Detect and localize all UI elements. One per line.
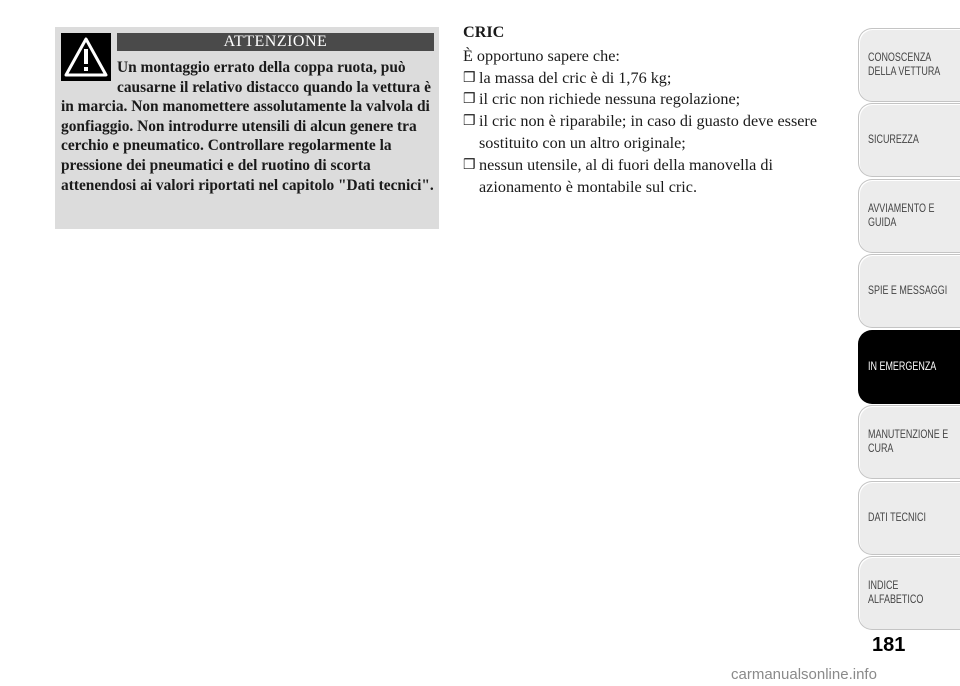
chapter-tabs [858, 28, 960, 632]
tab-conoscenza-della-vettura[interactable] [858, 28, 960, 102]
tab-sicurezza[interactable] [858, 103, 960, 177]
list-item-text: nessun utensile, al di fuori della manovella di azionamento è montabile sul cric. [479, 155, 773, 196]
list-item [463, 89, 843, 111]
list-item-text: il cric non è riparabile; in caso di guasto deve essere sostituito con un altro originale; [479, 112, 818, 152]
warning-box [55, 27, 439, 229]
list-item-text: la massa del cric è di 1,76 kg; [479, 68, 672, 87]
checkbox-bullet-icon: ❒ [463, 70, 476, 86]
tab-label: CONOSCENZA DELLA VETTURA [868, 52, 941, 78]
tab-label: SICUREZZA [868, 134, 919, 146]
bullet-list [463, 68, 843, 199]
tab-indice-alfabetico[interactable] [858, 556, 960, 630]
list-item-text: il cric non richiede nessuna regolazione; [479, 90, 741, 109]
tab-spie-e-messaggi[interactable] [858, 254, 960, 328]
list-item [463, 155, 843, 199]
tab-avviamento-e-guida[interactable] [858, 179, 960, 253]
watermark: carmanualsonline.info [731, 666, 877, 683]
tab-label: MANUTENZIONE E CURA [868, 429, 949, 455]
tab-label: IN EMERGENZA [868, 361, 937, 373]
checkbox-bullet-icon: ❒ [463, 92, 476, 108]
tab-label: AVVIAMENTO E GUIDA [868, 203, 935, 229]
page-number: 181 [872, 634, 906, 656]
tab-dati-tecnici[interactable] [858, 481, 960, 555]
section-title: CRIC [463, 23, 505, 41]
tab-label: INDICE ALFABETICO [868, 580, 924, 606]
tab-in-emergenza[interactable] [858, 330, 960, 404]
checkbox-bullet-icon: ❒ [463, 157, 476, 173]
checkbox-bullet-icon: ❒ [463, 114, 476, 130]
jack-section [463, 22, 843, 198]
list-item [463, 68, 843, 90]
tab-label: DATI TECNICI [868, 512, 926, 524]
warning-text-content: Un montaggio errato della coppa ruota, può causarne il relativo distacco quando la vettura è in marcia. Non manomettere assolutamente la valvola di gonfiaggio. Non introdurre utensili di alcun genere tra cerchio e pneumatico. Controllare regolarmente la pressione dei pneumatici e del ruotino di scorta attenendosi ai valori riportati nel capitolo "Dati tecnici". [61, 59, 434, 194]
tab-label: SPIE E MESSAGGI [868, 285, 948, 297]
section-intro: È opportuno sapere che: [463, 46, 620, 65]
tab-manutenzione-e-cura[interactable] [858, 405, 960, 479]
warning-title: ATTENZIONE [117, 33, 434, 51]
warning-text [61, 58, 435, 195]
list-item [463, 111, 843, 155]
